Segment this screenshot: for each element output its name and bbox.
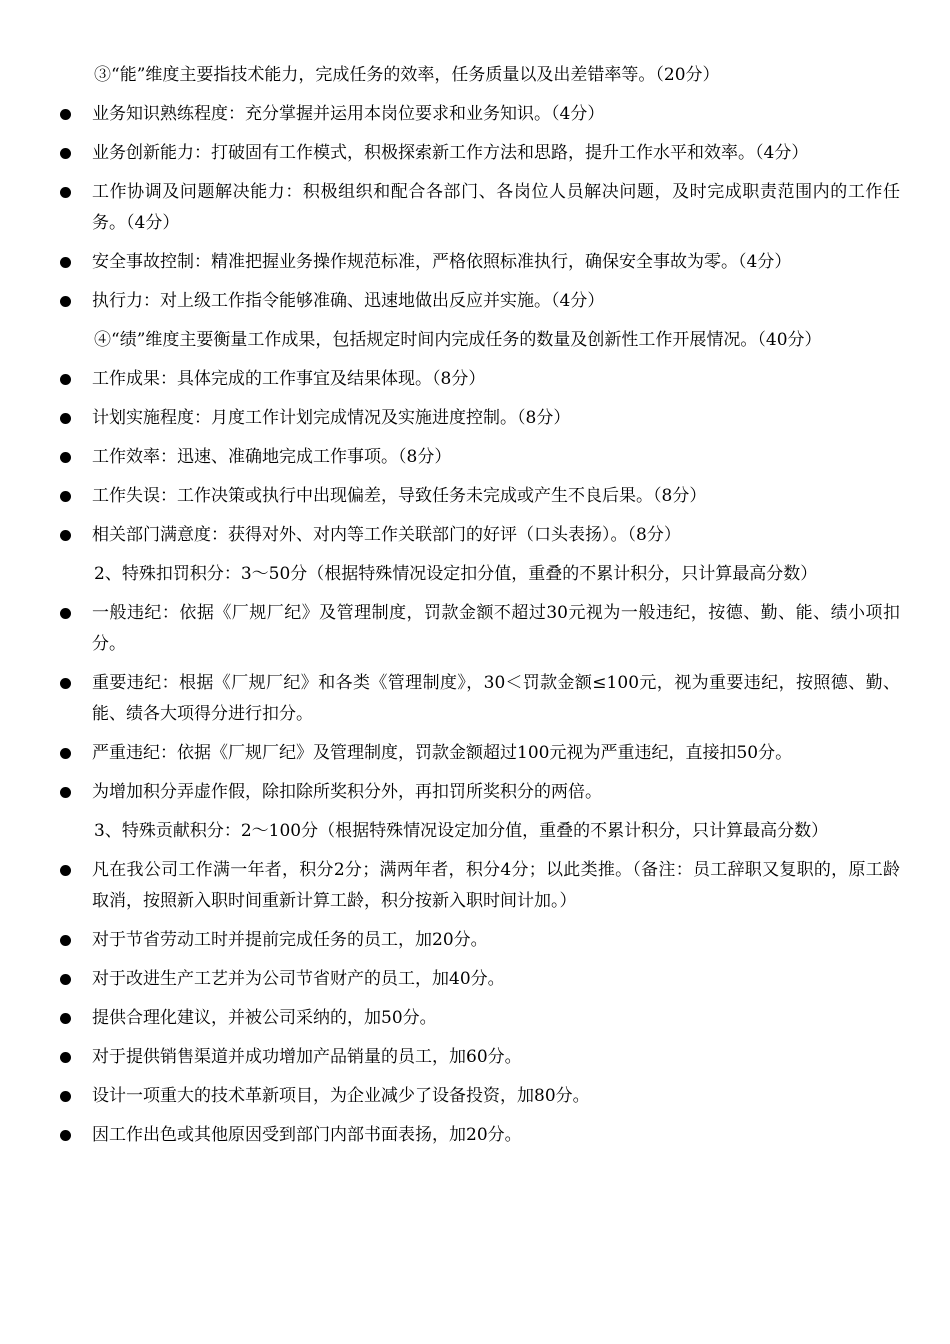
list-item-text: 设计一项重大的技术革新项目，为企业减少了设备投资，加80分。 [92,1086,590,1106]
list-item [60,925,900,956]
list-item-text: 相关部门满意度：获得对外、对内等工作关联部门的好评（口头表扬）。（8分） [92,525,681,545]
bullet-icon [60,187,71,198]
bullet-icon [60,1091,71,1102]
list-item-text: 工作协调及问题解决能力：积极组织和配合各部门、各岗位人员解决问题，及时完成职责范围内的工作任务。（4分） [92,182,900,233]
bullet-icon [60,1052,71,1063]
list-item [60,442,900,473]
section-heading-neng: ③“能”维度主要指技术能力，完成任务的效率，任务质量以及出差错率等。（20分） [94,65,720,85]
list-item [60,247,900,278]
list-item [60,1042,900,1073]
list-item [60,964,900,995]
list-item [60,403,900,434]
section-heading-penalty: 2、特殊扣罚积分：3～50分（根据特殊情况设定扣分值，重叠的不累计积分，只计算最高分数） [94,564,818,584]
bullet-icon [60,678,71,689]
list-item-text: 提供合理化建议，并被公司采纳的，加50分。 [92,1008,437,1028]
bullet-icon [60,787,71,798]
bullet-icon [60,530,71,541]
list-item-text: 重要违纪：根据《厂规厂纪》和各类《管理制度》，30＜罚款金额≤100元，视为重要违纪，按照德、勤、能、绩各大项得分进行扣分。 [92,673,900,724]
list-item [60,777,900,808]
list-item-text: 安全事故控制：精准把握业务操作规范标准，严格依照标准执行，确保安全事故为零。（4分） [92,252,792,272]
bullet-icon [60,296,71,307]
list-item [60,520,900,551]
bullet-icon [60,109,71,120]
list-item-text: 工作成果：具体完成的工作事宜及结果体现。（8分） [92,369,486,389]
list-item-text: 工作效率：迅速、准确地完成工作事项。（8分） [92,447,452,467]
list-item [60,738,900,769]
list-item [60,668,900,730]
bullet-icon [60,1013,71,1024]
bullet-icon [60,865,71,876]
list-item [60,99,900,130]
list-item-text: 一般违纪：依据《厂规厂纪》及管理制度，罚款金额不超过30元视为一般违纪，按德、勤、能、绩小项扣分。 [92,603,900,654]
list-item-text: 计划实施程度：月度工作计划完成情况及实施进度控制。（8分） [92,408,571,428]
bullet-icon [60,257,71,268]
list-item [60,138,900,169]
document-body [60,60,900,1159]
list-item-text: 严重违纪：依据《厂规厂纪》及管理制度，罚款金额超过100元视为严重违纪，直接扣50分。 [92,743,793,763]
bullet-icon [60,413,71,424]
bullet-icon [60,974,71,985]
list-item [60,855,900,917]
bullet-icon [60,608,71,619]
bullet-icon [60,148,71,159]
list-item-text: 凡在我公司工作满一年者，积分2分；满两年者，积分4分；以此类推。（备注：员工辞职又复职的，原工龄取消，按照新入职时间重新计算工龄，积分按新入职时间计加。） [92,860,900,911]
list-item [60,1003,900,1034]
list-item-text: 对于节省劳动工时并提前完成任务的员工，加20分。 [92,930,488,950]
list-item [60,364,900,395]
list-item-text: 对于提供销售渠道并成功增加产品销量的员工，加60分。 [92,1047,522,1067]
bullet-icon [60,748,71,759]
list-item-text: 对于改进生产工艺并为公司节省财产的员工，加40分。 [92,969,505,989]
section-heading-ji: ④“绩”维度主要衡量工作成果，包括规定时间内完成任务的数量及创新性工作开展情况。（40分） [94,330,822,350]
list-item-text: 业务创新能力：打破固有工作模式，积极探索新工作方法和思路，提升工作水平和效率。（4分） [92,143,809,163]
section-heading-contribution: 3、特殊贡献积分：2～100分（根据特殊情况设定加分值，重叠的不累计积分，只计算最高分数） [94,821,829,841]
list-item-text: 工作失误：工作决策或执行中出现偏差，导致任务未完成或产生不良后果。（8分） [92,486,707,506]
list-item-text: 业务知识熟练程度：充分掌握并运用本岗位要求和业务知识。（4分） [92,104,605,124]
list-item [60,598,900,660]
bullet-icon [60,374,71,385]
list-item [60,1081,900,1112]
list-item [60,481,900,512]
bullet-icon [60,452,71,463]
list-item-text: 因工作出色或其他原因受到部门内部书面表扬，加20分。 [92,1125,522,1145]
bullet-icon [60,1130,71,1141]
list-item-text: 执行力：对上级工作指令能够准确、迅速地做出反应并实施。（4分） [92,291,605,311]
list-item [60,177,900,239]
bullet-icon [60,935,71,946]
list-item [60,1120,900,1151]
list-item [60,286,900,317]
bullet-icon [60,491,71,502]
list-item-text: 为增加积分弄虚作假，除扣除所奖积分外，再扣罚所奖积分的两倍。 [92,782,602,802]
